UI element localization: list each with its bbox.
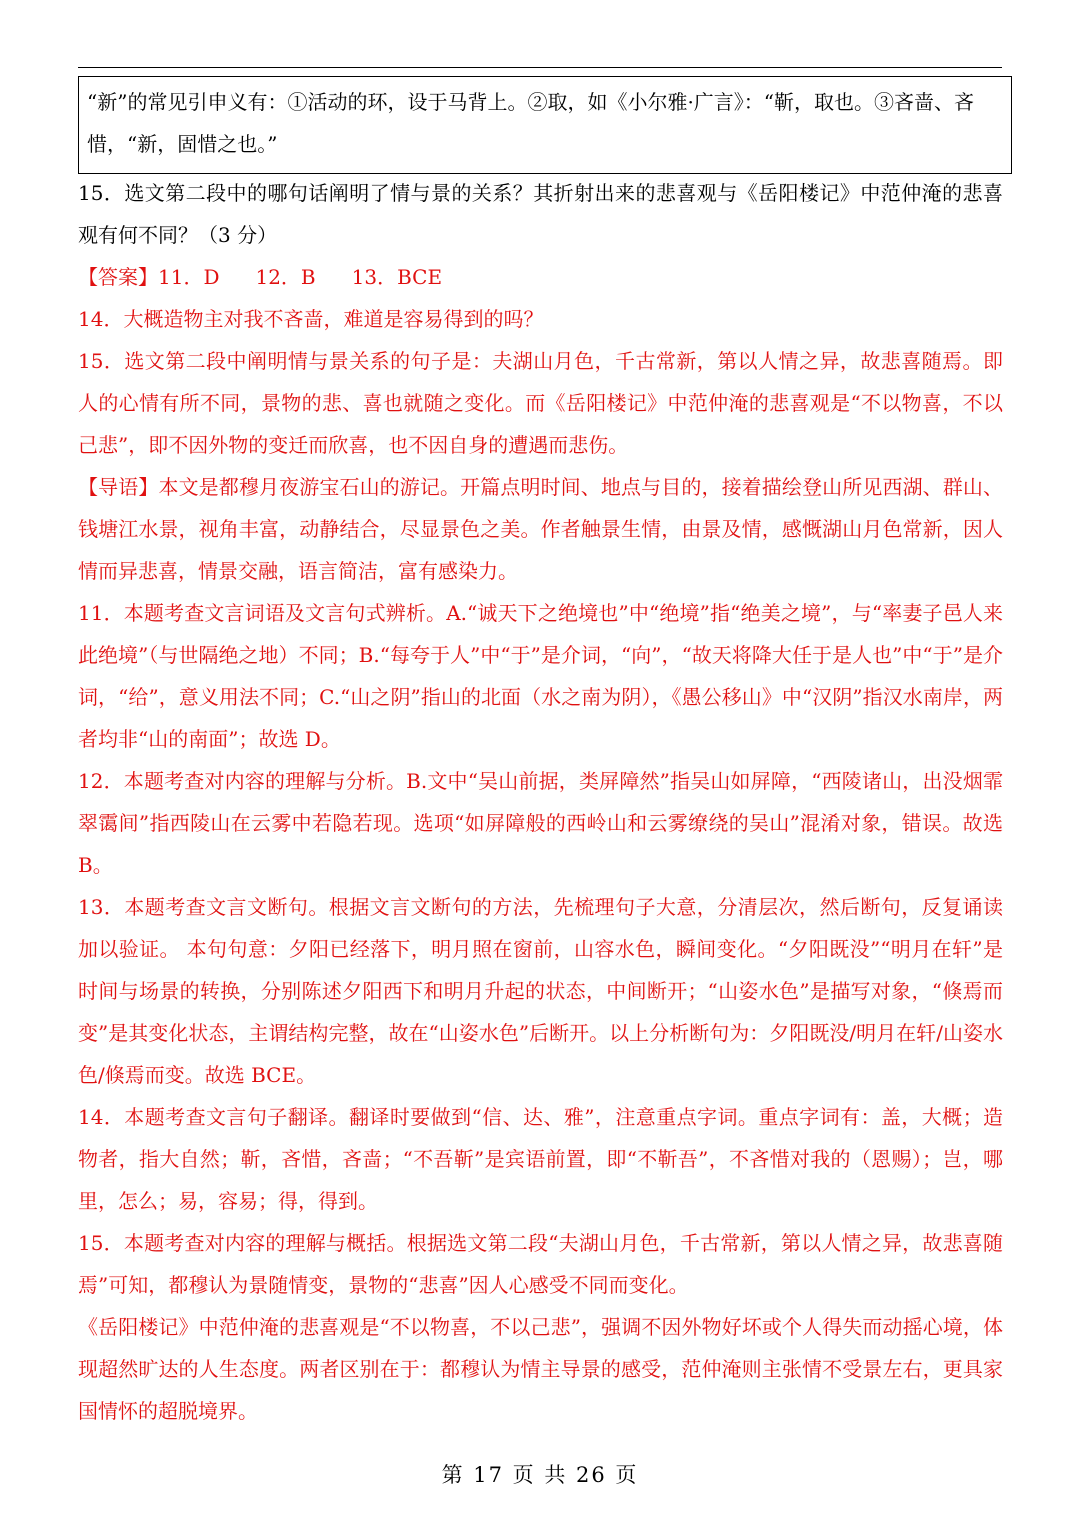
question-15: 15．选文第二段中的哪句话阐明了情与景的关系？其折射出来的悲喜观与《岳阳楼记》中范仲淹的悲喜观有何不同？（3 分） — [78, 181, 1003, 247]
answer-14: 14．大概造物主对我不吝啬，难道是容易得到的吗？ — [78, 307, 544, 331]
answer-13: 13．BCE — [351, 265, 443, 289]
answer-label: 【答案】 — [78, 265, 158, 289]
answer-line — [78, 256, 1003, 298]
guide-text: 本文是都穆月夜游宝石山的游记。开篇点明时间、地点与目的，接着描绘登山所见西湖、群山、钱塘江水景，视角丰富，动静结合，尽显景色之美。作者触景生情，由景及情，感慨湖山月色常新，因人情而异悲喜，情景交融，语言简洁，富有感染力。 — [78, 475, 1004, 583]
guide-label: 【导语】 — [78, 475, 159, 499]
header-rule — [78, 67, 1002, 68]
answer-15: 15．选文第二段中阐明情与景关系的句子是：夫湖山月色，千古常新，第以人情之异，故悲喜随焉。即人的心情有所不同，景物的悲、喜也就随之变化。而《岳阳楼记》中范仲淹的悲喜观是“不以物喜，不以己悲”，即不因外物的变迁而欣喜，也不因自身的遭遇而悲伤。 — [78, 349, 1003, 457]
explanation-15-continued: 《岳阳楼记》中范仲淹的悲喜观是“不以物喜，不以己悲”，强调不因外物好坏或个人得失而动摇心境，体现超然旷达的人生态度。两者区别在于：都穆认为情主导景的感受，范仲淹则主张情不受景左右，更具家国情怀的超脱境界。 — [78, 1315, 1003, 1423]
explanation-11: 11．本题考查文言词语及文言句式辨析。A.“诚天下之绝境也”中“绝境”指“绝美之境”，与“率妻子邑人来此绝境”（与世隔绝之地）不同；B.“每夸于人”中“于”是介词，“向”，“故天将降大任于是人也”中“于”是介词，“给”，意义用法不同；C.“山之阴”指山的北面（水之南为阴），《愚公移山》中“汉阴”指汉水南岸，两者均非“山的南面”；故选 D。 — [78, 601, 1003, 751]
guide-paragraph — [78, 466, 1003, 592]
document-body — [78, 172, 1003, 1432]
annotation-text: “新”的常见引申义有：①活动的环，设于马背上。②取，如《小尔雅·广言》：“靳，取也。③吝啬、吝惜，“新，固惜之也。” — [87, 90, 975, 156]
explanation-12: 12．本题考查对内容的理解与分析。B.文中“吴山前据，类屏障然”指吴山如屏障，“西陵诸山，出没烟霏翠霭间”指西陵山在云雾中若隐若现。选项“如屏障般的西岭山和云雾缭绕的吴山”混淆对象，错误。故选 B。 — [78, 769, 1003, 877]
page-footer: 第 17 页 共 26 页 — [441, 1463, 639, 1487]
answer-11: 11．D — [158, 265, 220, 289]
annotation-box — [78, 76, 1012, 174]
explanation-13: 13．本题考查文言文断句。根据文言文断句的方法，先梳理句子大意，分清层次，然后断句，反复诵读加以验证。 本句句意：夕阳已经落下，明月照在窗前，山容水色，瞬间变化。“夕阳既没”“明月在轩”是时间与场景的转换，分别陈述夕阳西下和明月升起的状态，中间断开；“山姿水色”是描写对象，“倏焉而变”是其变化状态，主谓结构完整，故在“山姿水色”后断开。以上分析断句为：夕阳既没/明月在轩/山姿水色/倏焉而变。故选 BCE。 — [78, 895, 1003, 1087]
explanation-14: 14．本题考查文言句子翻译。翻译时要做到“信、达、雅”，注意重点字词。重点字词有：盖，大概；造物者，指大自然；靳，吝惜，吝啬；“不吾靳”是宾语前置，即“不靳吾”，不吝惜对我的（恩赐）；岂，哪里，怎么；易，容易；得，得到。 — [78, 1105, 1003, 1213]
explanation-15: 15．本题考查对内容的理解与概括。根据选文第二段“夫湖山月色，千古常新，第以人情之异，故悲喜随焉”可知，都穆认为景随情变，景物的“悲喜”因人心感受不同而变化。 — [78, 1231, 1003, 1297]
answer-12: 12．B — [255, 265, 316, 289]
